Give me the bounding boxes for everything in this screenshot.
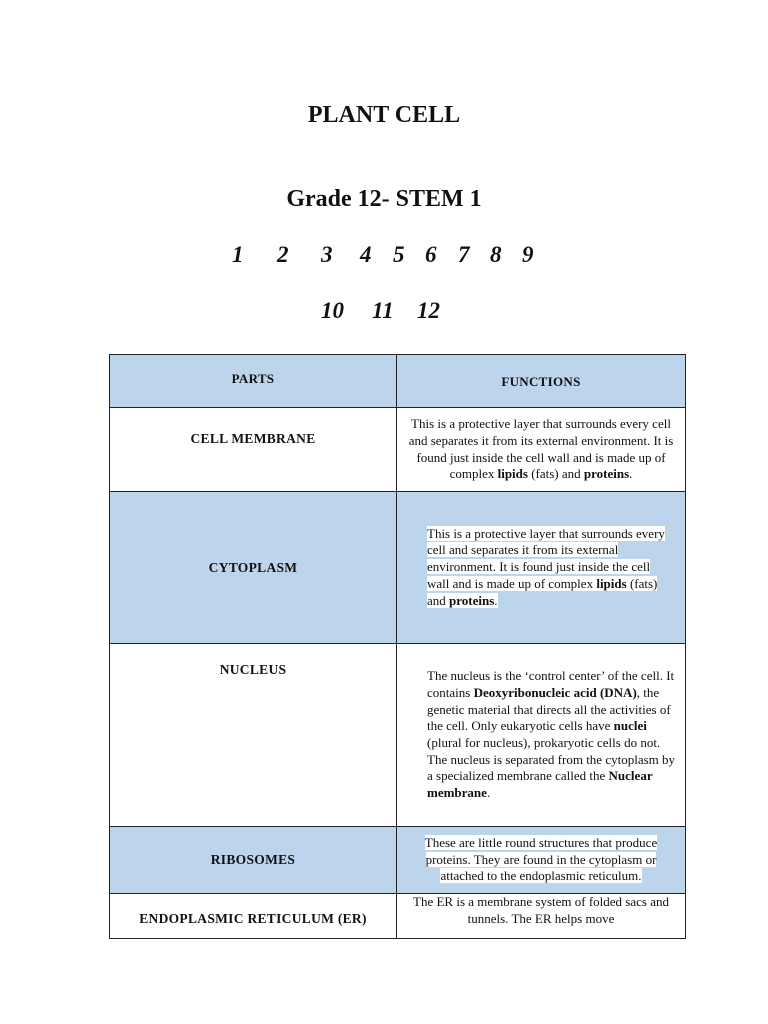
member-number: 6 [425,242,437,267]
bold-term: proteins [449,592,495,608]
text-segment: These are little round structures that produce proteins. They are found in the cytoplasm or attached to the endoplasmic reticulum. [424,834,658,884]
member-number: 12 [417,298,440,323]
part-function [397,408,686,492]
bold-term: proteins [583,466,630,482]
member-number: 9 [522,242,534,267]
document-subtitle: Grade 12- STEM 1 [286,186,482,212]
member-number: 3 [321,242,333,267]
member-number: 5 [393,242,405,267]
part-function [397,894,686,939]
function-text [397,835,685,885]
document-title: PLANT CELL [307,102,461,128]
text-segment: . [629,466,633,482]
member-numbers-row-1 [0,242,768,272]
bold-term: nuclei [613,718,647,734]
function-text [397,668,685,802]
text-segment: The ER is a membrane system of folded sacs and tunnels. The ER helps move [413,894,669,926]
bold-term: lipids [596,575,627,591]
member-number: 11 [372,298,394,323]
table-row [110,644,686,827]
member-number: 2 [277,242,289,267]
member-number: 8 [490,242,502,267]
part-function [397,492,686,644]
member-numbers-row-2 [0,298,768,328]
table-row [110,894,686,939]
bold-term: lipids [497,466,528,482]
text-segment: . [486,785,491,801]
table-row [110,408,686,492]
part-function [397,644,686,827]
function-text [397,526,685,610]
text-segment: . [494,592,498,608]
function-text [397,894,685,927]
table-row [110,492,686,644]
column-header-parts: PARTS [110,355,397,408]
member-number: 7 [458,242,470,267]
text-segment: (plural for nucleus), prokaryotic cells do not. The nucleus is separated from the cytoplasm by a specialized membrane called the [427,735,676,784]
part-name: NUCLEUS [110,644,397,827]
part-name: CELL MEMBRANE [110,408,397,492]
table-row [110,827,686,894]
function-text [397,416,685,483]
member-number: 1 [232,242,244,267]
plant-cell-parts-table [109,354,686,939]
text-segment: This is a protective layer that surrounds every cell and separates it from its external environment. It is found just inside the cell wall and is made up of complex [408,416,674,482]
part-name: ENDOPLASMIC RETICULUM (ER) [110,894,397,939]
part-name: CYTOPLASM [110,492,397,644]
column-header-functions: FUNCTIONS [397,355,686,408]
text-segment: (fats) and [427,575,658,608]
bold-term: Nuclear membrane [427,768,653,801]
member-number: 10 [321,298,344,323]
text-segment: (fats) and [527,466,584,482]
member-number: 4 [360,242,372,267]
text-segment: , the genetic material that directs all the activities of the cell. Only eukaryotic cells have [427,684,671,734]
text-segment: The nucleus is the ‘control center’ of the cell. It contains [427,668,675,700]
part-name: RIBOSOMES [110,827,397,894]
text-segment: This is a protective layer that surrounds every cell and separates it from its external environment. It is found just inside the cell wall and is made up of complex [427,525,665,591]
part-function [397,827,686,894]
bold-term: Deoxyribonucleic acid (DNA) [473,684,637,700]
table-header-row [110,355,686,408]
